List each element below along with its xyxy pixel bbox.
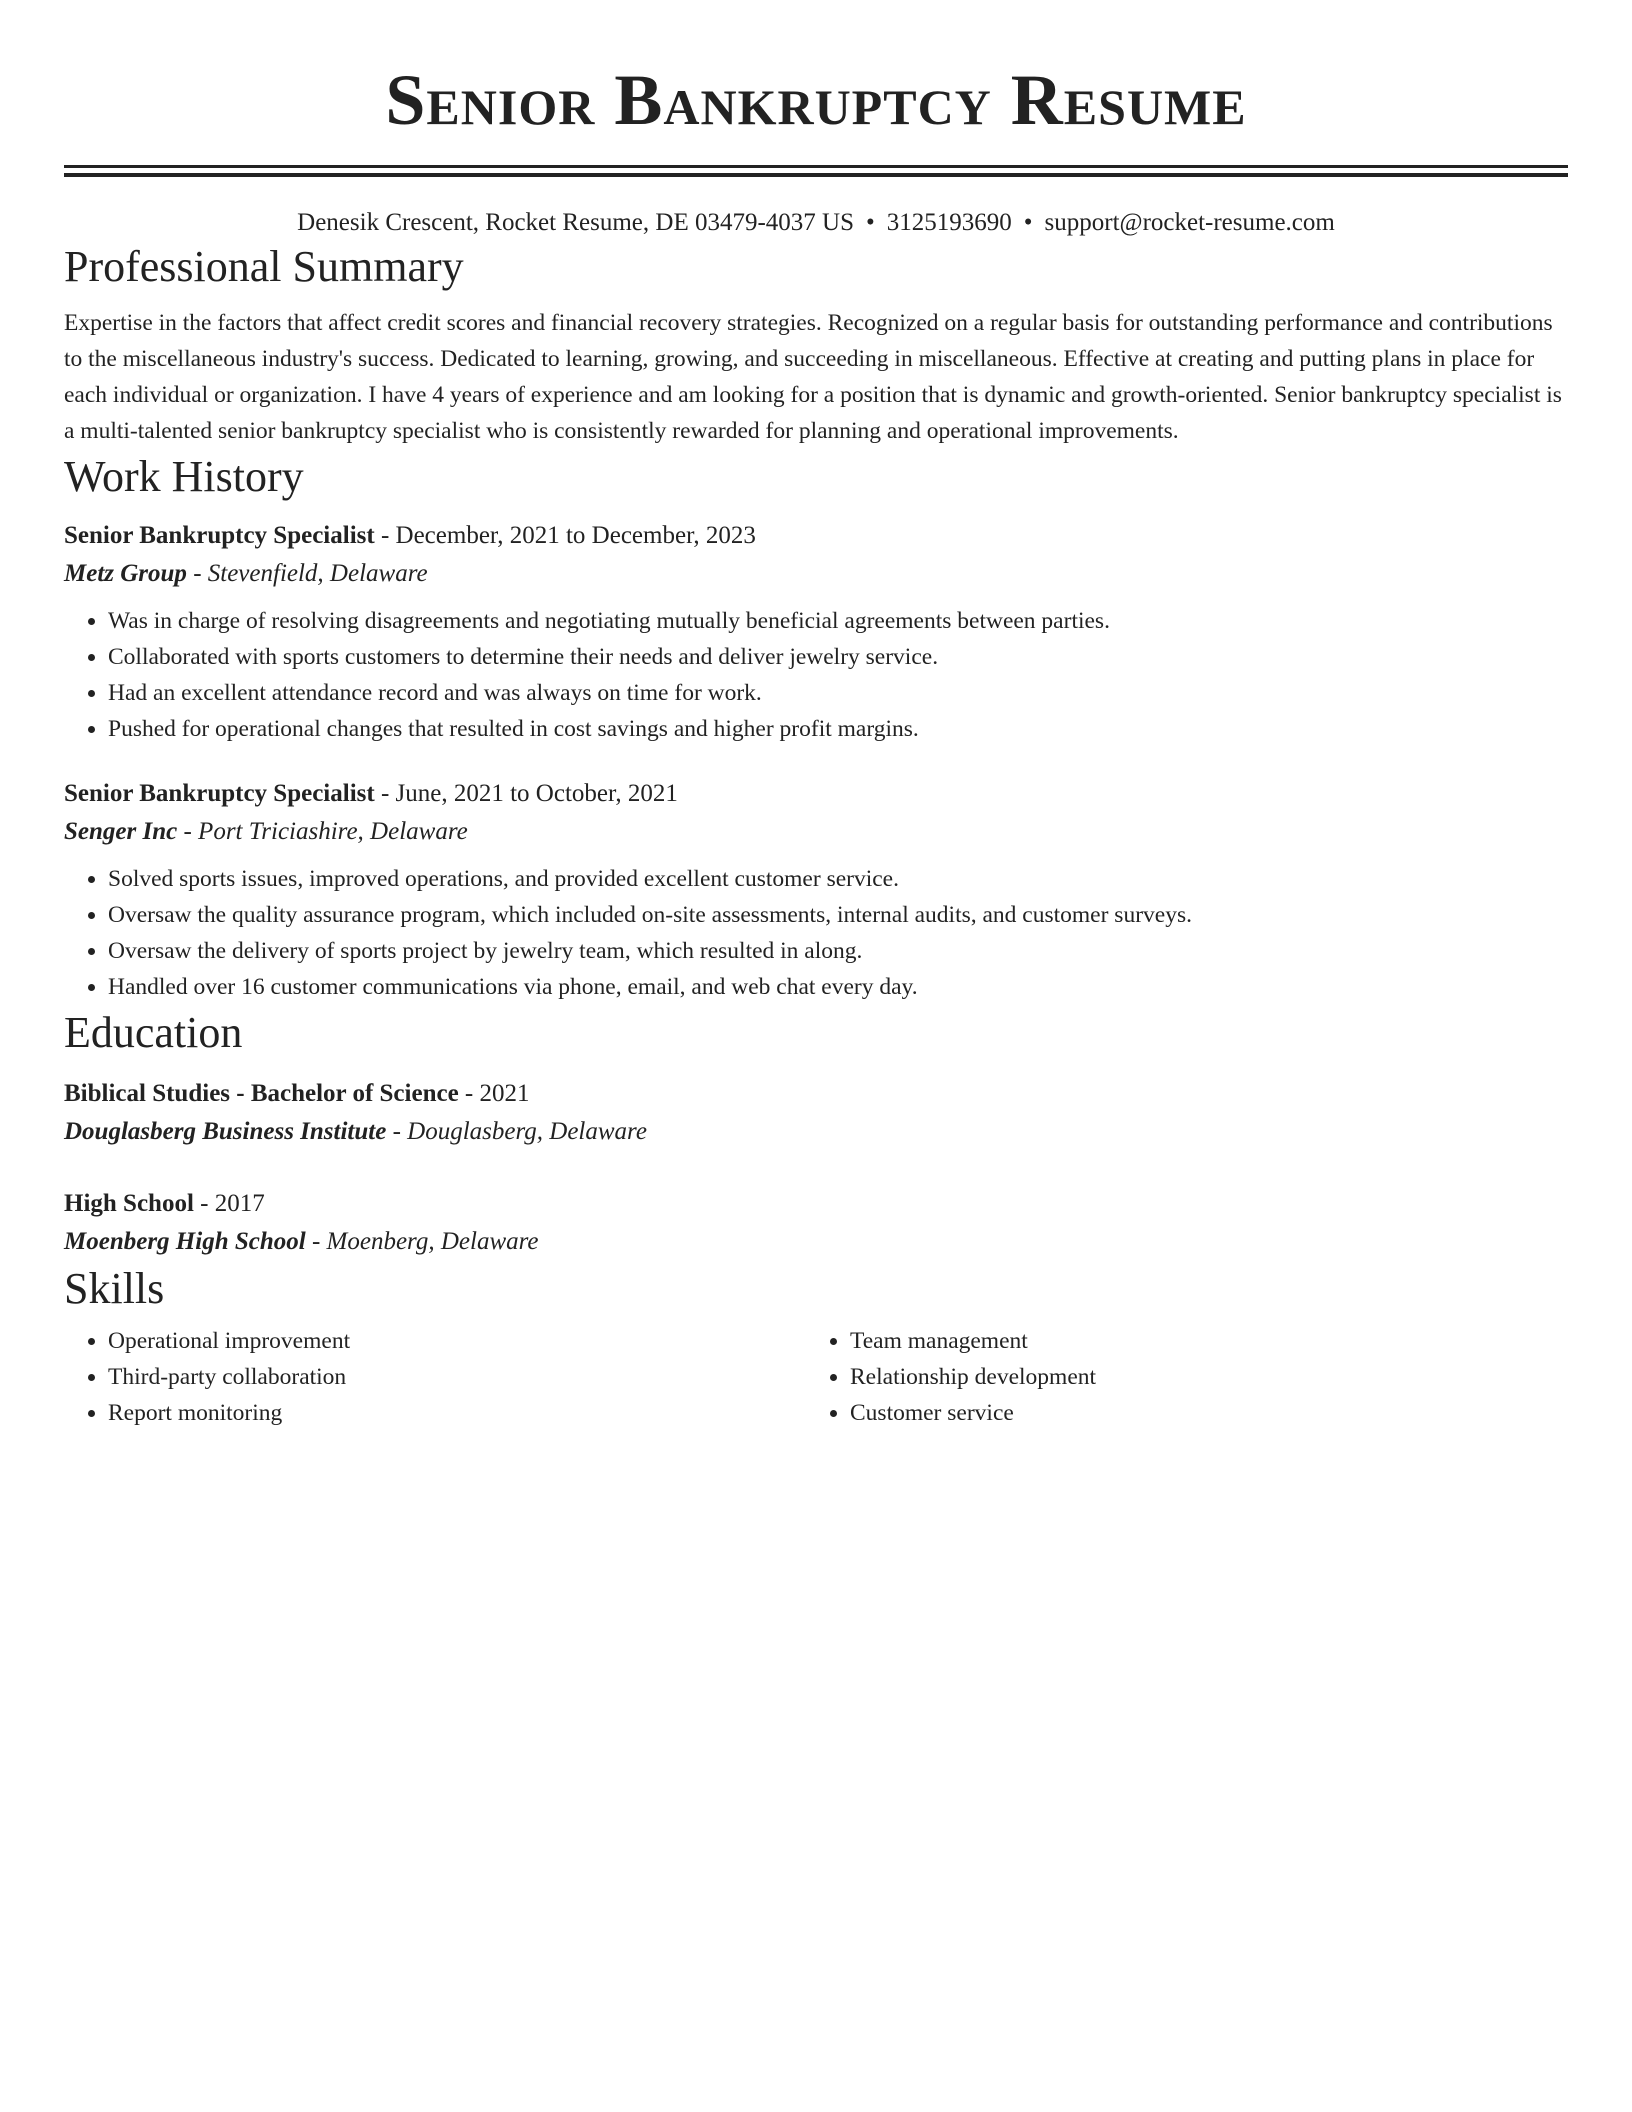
contact-line	[64, 207, 1568, 239]
education-entry	[64, 1075, 1568, 1151]
dash: -	[374, 780, 396, 807]
skill-item: • Report monitoring	[108, 1395, 806, 1431]
skills-heading: Skills	[64, 1264, 165, 1313]
summary-text: Expertise in the factors that affect credit scores and financial recovery strategies. Recognized on a regular basis for outstanding performance and contributions to the miscellaneous industry's success. Dedicated to learning, growing, and succeeding in miscellaneous. Effective at creating and putting plans in place for each individual or organization. I have 4 years of experience and am looking for a position that is dynamic and growth-oriented. Senior bankruptcy specialist is a multi-talented senior bankruptcy specialist who is consistently rewarded for planning and operational improvements.	[64, 310, 1562, 444]
graduation-year: 2021	[479, 1080, 530, 1107]
dash: -	[177, 818, 199, 845]
work-history-heading: Work History	[64, 452, 304, 501]
job-bullets	[64, 861, 1568, 1005]
school-name: Douglasberg Business Institute	[64, 1118, 387, 1145]
degree-line	[64, 1075, 1568, 1113]
title-divider	[64, 165, 1568, 177]
job-entry	[64, 517, 1568, 747]
job-company: Metz Group	[64, 560, 187, 587]
skill-item: • Relationship development	[850, 1359, 1548, 1395]
list-item: • Handled over 16 customer communications via phone, email, and web chat every day.	[108, 969, 1568, 1005]
job-location: Stevenfield, Delaware	[207, 560, 428, 587]
job-title: Senior Bankruptcy Specialist	[64, 780, 375, 807]
degree: Biblical Studies - Bachelor of Science	[64, 1080, 459, 1107]
job-location: Port Triciashire, Delaware	[198, 818, 468, 845]
skills-column-left	[64, 1323, 806, 1431]
dash: -	[458, 1080, 480, 1107]
education-heading: Education	[64, 1008, 243, 1057]
dash: -	[193, 1190, 215, 1217]
school-line	[64, 1113, 1568, 1151]
job-dates: December, 2021 to December, 2023	[395, 522, 756, 549]
education-entry	[64, 1185, 1568, 1261]
list-item: • Had an excellent attendance record and was always on time for work.	[108, 675, 1568, 711]
school-line	[64, 1223, 1568, 1261]
skill-item: • Customer service	[850, 1395, 1548, 1431]
job-title-line	[64, 775, 1568, 813]
dash: -	[386, 1118, 408, 1145]
list-item: • Pushed for operational changes that resulted in cost savings and higher profit margins.	[108, 711, 1568, 747]
school-location: Moenberg, Delaware	[326, 1228, 539, 1255]
skill-item: • Operational improvement	[108, 1323, 806, 1359]
contact-address: Denesik Crescent, Rocket Resume, DE 03479-4037 US	[297, 209, 855, 236]
list-item: • Oversaw the delivery of sports project by jewelry team, which resulted in along.	[108, 933, 1568, 969]
job-entry	[64, 775, 1568, 1005]
school-location: Douglasberg, Delaware	[407, 1118, 647, 1145]
skills-column-right	[806, 1323, 1548, 1431]
job-company: Senger Inc	[64, 818, 178, 845]
job-dates: June, 2021 to October, 2021	[395, 780, 678, 807]
graduation-year: 2017	[214, 1190, 265, 1217]
skill-item: • Third-party collaboration	[108, 1359, 806, 1395]
resume-title: Senior Bankruptcy Resume	[385, 60, 1247, 140]
dash: -	[186, 560, 208, 587]
list-item: • Collaborated with sports customers to determine their needs and deliver jewelry service.	[108, 639, 1568, 675]
job-company-line	[64, 555, 1568, 593]
job-bullets	[64, 603, 1568, 747]
degree: High School	[64, 1190, 194, 1217]
job-title-line	[64, 517, 1568, 555]
list-item: • Oversaw the quality assurance program, which included on-site assessments, internal audits, and customer surveys.	[108, 897, 1568, 933]
job-company-line	[64, 813, 1568, 851]
dash: -	[305, 1228, 327, 1255]
job-title: Senior Bankruptcy Specialist	[64, 522, 375, 549]
degree-line	[64, 1185, 1568, 1223]
skill-item: • Team management	[850, 1323, 1548, 1359]
school-name: Moenberg High School	[64, 1228, 306, 1255]
contact-separator: •	[1023, 209, 1033, 236]
list-item: • Solved sports issues, improved operations, and provided excellent customer service.	[108, 861, 1568, 897]
skills-list	[64, 1323, 1568, 1431]
summary-heading: Professional Summary	[64, 242, 464, 291]
contact-separator: •	[866, 209, 875, 236]
dash: -	[374, 522, 396, 549]
list-item: • Was in charge of resolving disagreements and negotiating mutually beneficial agreements between parties.	[108, 603, 1568, 639]
contact-phone: 3125193690	[886, 209, 1012, 236]
contact-email: support@rocket-resume.com	[1044, 209, 1335, 236]
